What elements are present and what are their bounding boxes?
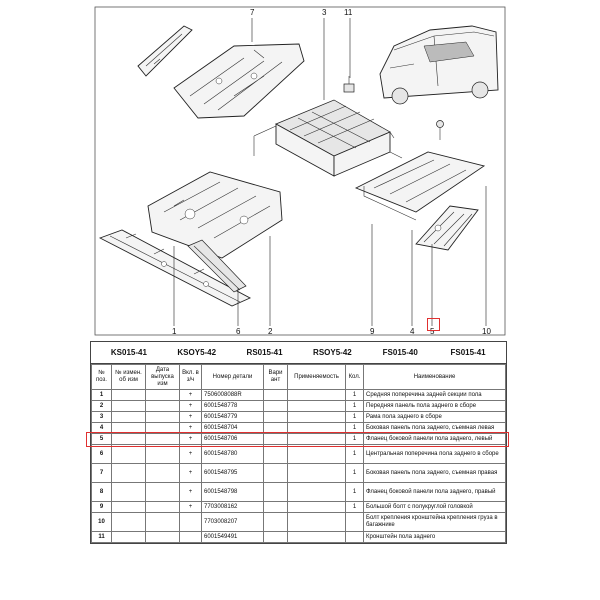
table-row (92, 464, 506, 483)
cell-name: Большой болт с полукруглой головкой (364, 502, 506, 513)
cell-spare-mark: + (180, 464, 202, 483)
vehicle-inset (380, 26, 498, 104)
cell-applicability (288, 483, 346, 502)
cell-qty: 1 (346, 483, 364, 502)
cell-spare-mark: + (180, 412, 202, 423)
cell-qty: 1 (346, 412, 364, 423)
parts-table (91, 364, 506, 543)
cell-spare-mark: + (180, 502, 202, 513)
cell-change (112, 412, 146, 423)
table-row (92, 423, 506, 434)
col-header-part-number: Номер детали (202, 365, 264, 390)
cell-part-number: 6001548798 (202, 483, 264, 502)
cell-name: Боковая панель пола заднего, съемная левая (364, 423, 506, 434)
cell-applicability (288, 423, 346, 434)
part-flange-left (416, 206, 478, 250)
cell-qty: 1 (346, 434, 364, 445)
cell-variant (264, 423, 288, 434)
cell-position: 6 (92, 445, 112, 464)
cell-position: 5 (92, 434, 112, 445)
model-code: FS015-41 (450, 348, 486, 357)
cell-spare-mark: + (180, 445, 202, 464)
col-header-pos: № поз. (92, 365, 112, 390)
cell-part-number: 6001548704 (202, 423, 264, 434)
model-code: KSOY5-42 (177, 348, 217, 357)
part-rear-floor (174, 44, 304, 118)
cell-change (112, 532, 146, 543)
cell-name: Передняя панель пола заднего в сборе (364, 401, 506, 412)
cell-position: 9 (92, 502, 112, 513)
cell-change (112, 445, 146, 464)
callout-3: 3 (322, 8, 327, 17)
cell-variant (264, 483, 288, 502)
cell-qty: 1 (346, 390, 364, 401)
col-header-date: Дата выпуска изм (146, 365, 180, 390)
cell-change (112, 423, 146, 434)
part-front-floor-panel (148, 172, 282, 258)
cell-spare-mark: + (180, 434, 202, 445)
cell-name: Фланец боковой панели пола заднего, правый (364, 483, 506, 502)
cell-date (146, 390, 180, 401)
cell-change (112, 390, 146, 401)
cell-date (146, 464, 180, 483)
cell-change (112, 513, 146, 532)
cell-position: 3 (92, 412, 112, 423)
cell-applicability (288, 502, 346, 513)
table-row (92, 390, 506, 401)
part-bolt (437, 121, 444, 141)
cell-qty: 1 (346, 423, 364, 434)
col-header-applicability: Применяемость (288, 365, 346, 390)
table-row (92, 532, 506, 543)
cell-applicability (288, 390, 346, 401)
cell-qty (346, 532, 364, 543)
callout-4: 4 (410, 327, 415, 336)
cell-variant (264, 502, 288, 513)
cell-change (112, 483, 146, 502)
parts-list-sheet (90, 341, 507, 544)
cell-part-number: 6001548778 (202, 401, 264, 412)
cell-spare-mark (180, 532, 202, 543)
cell-variant (264, 390, 288, 401)
cell-date (146, 502, 180, 513)
cell-variant (264, 464, 288, 483)
col-header-name: Наименование (364, 365, 506, 390)
table-row (92, 434, 506, 445)
cell-date (146, 401, 180, 412)
cell-date (146, 483, 180, 502)
cell-qty (346, 513, 364, 532)
cell-position: 10 (92, 513, 112, 532)
model-code: RS015-41 (246, 348, 283, 357)
callout-6: 6 (236, 327, 241, 336)
table-row (92, 513, 506, 532)
cell-name: Центральная поперечина пола заднего в сборе (364, 445, 506, 464)
cell-applicability (288, 401, 346, 412)
cell-position: 2 (92, 401, 112, 412)
cell-part-number: 6001548780 (202, 445, 264, 464)
cell-date (146, 532, 180, 543)
col-header-variant: Вари ант (264, 365, 288, 390)
cell-spare-mark: + (180, 483, 202, 502)
cell-applicability (288, 412, 346, 423)
col-header-qty: Кол. (346, 365, 364, 390)
cell-date (146, 412, 180, 423)
part-bracket-small (344, 76, 354, 92)
table-row (92, 483, 506, 502)
callout-1: 1 (172, 327, 177, 336)
cell-position: 8 (92, 483, 112, 502)
cell-spare-mark: + (180, 423, 202, 434)
cell-name: Фланец боковой панели пола заднего, левый (364, 434, 506, 445)
cell-part-number: 6001549491 (202, 532, 264, 543)
cell-change (112, 401, 146, 412)
cell-name: Болт крепления кронштейна крепления груза в багажнике (364, 513, 506, 532)
callout-2: 2 (268, 327, 273, 336)
model-code: KS015-41 (110, 348, 147, 357)
table-row (92, 401, 506, 412)
cell-change (112, 502, 146, 513)
cell-change (112, 464, 146, 483)
cell-spare-mark: + (180, 401, 202, 412)
cell-qty: 1 (346, 502, 364, 513)
cell-applicability (288, 532, 346, 543)
cell-variant (264, 532, 288, 543)
cell-part-number: 6001548779 (202, 412, 264, 423)
model-code: RSOY5-42 (313, 348, 352, 357)
cell-variant (264, 401, 288, 412)
cell-qty: 1 (346, 401, 364, 412)
cell-name: Кронштейн пола заднего (364, 532, 506, 543)
cell-position: 7 (92, 464, 112, 483)
cell-part-number: 7506008088R (202, 390, 264, 401)
part-bracket-top (138, 26, 192, 76)
cell-date (146, 445, 180, 464)
cell-variant (264, 434, 288, 445)
cell-applicability (288, 445, 346, 464)
cell-part-number: 7703008207 (202, 513, 264, 532)
cell-qty: 1 (346, 464, 364, 483)
cell-position: 1 (92, 390, 112, 401)
callout-9: 9 (370, 327, 375, 336)
cell-name: Боковая панель пола заднего, съемная правая (364, 464, 506, 483)
callout-5: 5 (430, 327, 435, 336)
cell-part-number: 6001548706 (202, 434, 264, 445)
cell-part-number: 7703008162 (202, 502, 264, 513)
part-floor-frame (254, 100, 402, 176)
callout-11: 11 (344, 8, 353, 17)
cell-part-number: 6001548795 (202, 464, 264, 483)
cell-applicability (288, 434, 346, 445)
col-header-change: № измен. об изм (112, 365, 146, 390)
exploded-parts-diagram (94, 6, 506, 336)
cell-date (146, 513, 180, 532)
cell-change (112, 434, 146, 445)
cell-spare-mark (180, 513, 202, 532)
cell-variant (264, 412, 288, 423)
cell-date (146, 434, 180, 445)
table-row (92, 502, 506, 513)
cell-name: Средняя поперечина задней секции пола (364, 390, 506, 401)
table-row (92, 412, 506, 423)
cell-applicability (288, 513, 346, 532)
col-header-spare: Вкл. в з/ч (180, 365, 202, 390)
cell-variant (264, 445, 288, 464)
callout-7: 7 (250, 8, 255, 17)
table-header-row (92, 365, 506, 390)
cell-qty: 1 (346, 445, 364, 464)
model-codes-row (91, 342, 506, 364)
cell-spare-mark: + (180, 390, 202, 401)
cell-applicability (288, 464, 346, 483)
model-code: FS015-40 (382, 348, 418, 357)
cell-variant (264, 513, 288, 532)
cell-name: Рама пола заднего в сборе (364, 412, 506, 423)
callout-10: 10 (482, 327, 491, 336)
table-row (92, 445, 506, 464)
cell-date (146, 423, 180, 434)
cell-position: 4 (92, 423, 112, 434)
cell-position: 11 (92, 532, 112, 543)
